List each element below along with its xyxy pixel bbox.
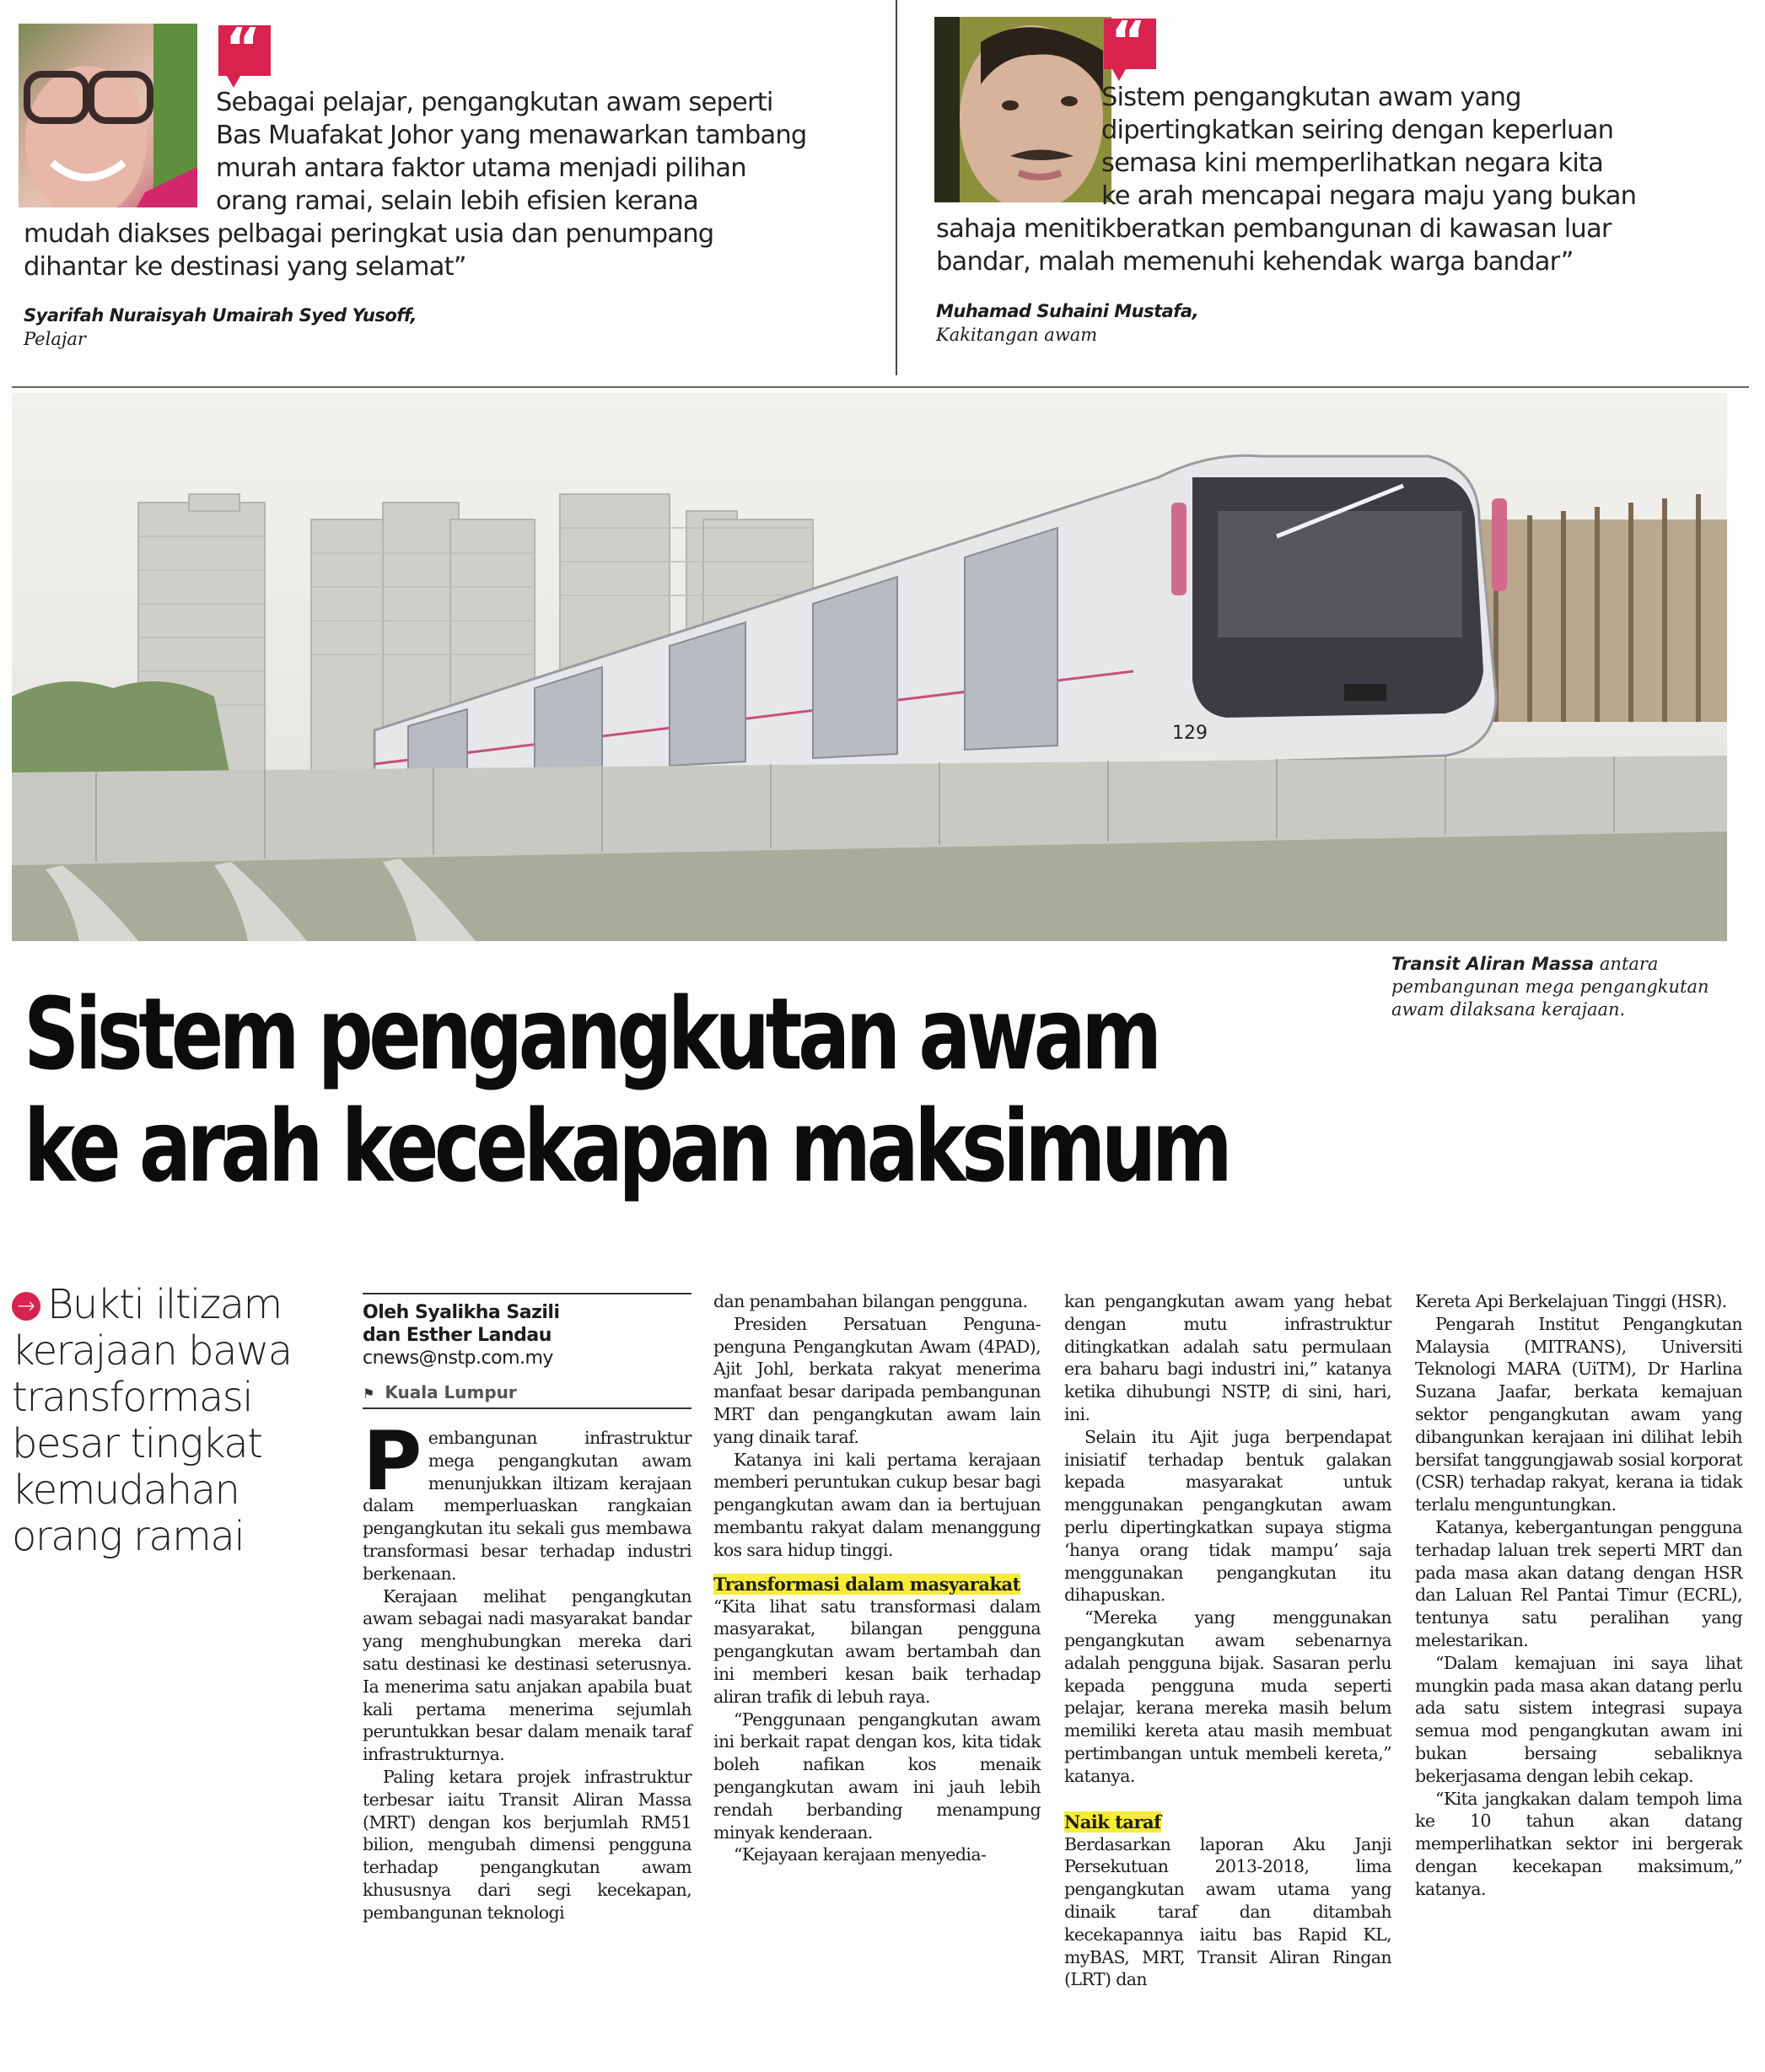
caption-bold-lead: Transit Aliran Massa — [1391, 954, 1595, 974]
headline-line-2: ke arah kecekapan maksimum — [24, 1088, 1229, 1204]
quote-text-civil-servant — [1101, 81, 1636, 213]
quote-line: ke arah mencapai negara maju yang bukan — [1101, 181, 1637, 211]
article-paragraph: “Dalam kemajuan ini saya lihat mungkin pada masa akan datang perlu ada satu sistem integrasi supaya semua mod pengangkutan awam ini bukan bersaing sebaliknya bekerjasama dengan lebih cekap. — [1415, 1652, 1742, 1786]
quote-line: dipertingkatkan seiring dengan keperluan — [1101, 116, 1614, 145]
article-paragraph: Katanya, kebergantungan pengguna terhadap laluan trek seperti MRT dan pada masa akan datang dengan HSR dan Laluan Rel Pantai Timur (ECRL), tentunya satu peralihan yang melestarikan. — [1415, 1516, 1742, 1650]
article-paragraph: “Mereka yang menggunakan pengangkutan awam sebenarnya adalah pengguna bijak. Sasaran perlu kepada pengguna muda seperti pelajar, kerana mereka masih belum memiliki kereta atau masih membuat pertimbangan untuk membeli kereta,” katanya. — [1064, 1607, 1391, 1786]
article-paragraph: “Penggunaan pengangkutan awam ini berkait rapat dengan kos, kita tidak boleh nafikan kos menaik pengangkutan awam ini jauh lebih rendah berbanding menampung minyak kenderaan. — [713, 1709, 1041, 1843]
article-paragraph: dan penambahan bilangan pengguna. — [713, 1291, 1028, 1311]
article-column-4 — [1415, 1290, 1742, 1901]
quote-mark-icon: “ — [218, 25, 271, 76]
quote-author-role: Pelajar — [24, 329, 86, 349]
quote-author-role: Kakitangan awam — [936, 325, 1098, 345]
portrait-photo-student — [19, 24, 197, 207]
divider-rule — [12, 386, 1749, 388]
quote-box-civil-servant — [896, 0, 1765, 375]
subheading-transformasi — [713, 1574, 1041, 1596]
quote-line: dihantar ke destinasi yang selamat” — [24, 252, 466, 282]
article-paragraph — [363, 1414, 691, 1585]
article-paragraph: Kereta Api Berkelajuan Tinggi (HSR). — [1415, 1291, 1727, 1311]
subheading-naik-taraf — [1064, 1811, 1391, 1833]
article-paragraph: “Kita lihat satu transformasi dalam masyarakat, bilangan pengguna pengangkutan awam bertambah dan ini memberi kesan baik terhadap aliran trafik di lebuh raya. — [713, 1596, 1041, 1707]
portrait-photo-civil-servant — [934, 17, 1111, 202]
quote-text-student — [216, 86, 806, 218]
quote-line: orang ramai, selain lebih efisien kerana — [216, 186, 698, 216]
subheading-text: Transformasi dalam masyarakat — [713, 1573, 1020, 1595]
quote-line: murah antara faktor utama menjadi pilihan — [216, 153, 746, 183]
dateline — [363, 1382, 691, 1409]
quote-mark-icon: “ — [1104, 19, 1156, 69]
photo-caption — [1391, 953, 1762, 1021]
headline-line-1: Sistem pengangkutan awam — [24, 976, 1158, 1092]
article-column-3 — [1064, 1290, 1391, 1991]
article-paragraph: “Kejayaan kerajaan menyedia- — [734, 1844, 987, 1865]
flag-icon: ⚑ — [363, 1386, 375, 1402]
quote-line: Sebagai pelajar, pengangkutan awam seperti — [216, 88, 773, 117]
article-column-2 — [713, 1290, 1041, 1866]
article-paragraph: Pengarah Institut Pengangkutan Malaysia (MITRANS), Universiti Teknologi MARA (UiTM), Dr Harlina Suzana Jaafar, berkata kemajuan sektor pengangkutan awam yang dibangunkan kerajaan ini dilihat lebih bersifat tanggungjawab sosial korporat (CSR) terhadap rakyat, kerana ia tidak terlalu menguntungkan. — [1415, 1313, 1742, 1515]
deck-summary — [12, 1282, 315, 1560]
quote-line: Bas Muafakat Johor yang menawarkan tambang — [216, 121, 807, 150]
quote-line: sahaja menitikberatkan pembangunan di kawasan luar — [936, 214, 1612, 244]
arrow-right-circle-icon: → — [12, 1292, 40, 1321]
quote-line: bandar, malah memenuhi kehendak warga bandar” — [936, 247, 1574, 277]
subheading-text: Naik taraf — [1064, 1811, 1161, 1833]
article-paragraph: Berdasarkan laporan Aku Janji Persekutuan 2013-2018, lima pengangkutan awam utama yang dinaik taraf dan ditambah kecekapannya iaitu bas Rapid KL, myBAS, MRT, Transit Aliran Ringan (LRT) dan — [1064, 1833, 1391, 1990]
byline-author-1: Oleh Syalikha Sazili — [363, 1302, 560, 1323]
quote-text-civil-servant-cont — [936, 213, 1612, 278]
article-paragraph: Kerajaan melihat pengangkutan awam sebagai nadi masyarakat bandar yang menghubungkan mereka dari satu destinasi ke destinasi seterusnya. Ia menerima satu anjakan apabila buat kali pertama menerima sejumlah peruntukkan besar dalam menaik taraf infrastrukturnya. — [363, 1585, 691, 1765]
article-paragraph: Selain itu Ajit juga berpendapat inisiatif terhadap bentuk galakan kepada masyarakat untuk menggunakan pengangkutan awam perlu dipertingkatkan supaya stigma ‘hanya orang tidak mampu’ saja menggunakan pengangkutan itu dihapuskan. — [1064, 1426, 1391, 1606]
mrt-train-photo — [12, 393, 1727, 941]
article-paragraph: Paling ketara projek infrastruktur terbesar iaitu Transit Aliran Massa (MRT) dengan kos berjumlah RM51 bilion, mengubah dimensi pengguna terhadap pengangkutan awam khususnya dari segi kecekapan, pembangunan teknologi — [363, 1766, 691, 1923]
quote-box-student — [0, 0, 894, 375]
article-column-1 — [363, 1414, 691, 1924]
article-paragraph: Presiden Persatuan Penguna-penguna Pengangkutan Awam (4PAD), Ajit Johl, berkata rakyat menerima manfaat besar daripada pembangunan MRT dan pengangkutan awam lain yang dinaik taraf. — [713, 1313, 1041, 1447]
quote-line: semasa kini memperlihatkan negara kita — [1101, 148, 1604, 178]
quote-text-student-cont — [24, 218, 713, 283]
article-paragraph: Katanya ini kali pertama kerajaan memberi peruntukan cukup besar bagi pengangkutan awam dan ia bertujuan membantu rakyat dalam menanggung kos sara hidup tinggi. — [713, 1449, 1041, 1560]
byline-email: cnews@nstp.com.my — [363, 1348, 553, 1369]
quote-author-name: Muhamad Suhaini Mustafa, — [936, 301, 1199, 321]
headline — [24, 978, 1228, 1203]
quote-author-name: Syarifah Nuraisyah Umairah Syed Yusoff, — [24, 305, 417, 326]
quote-line: Sistem pengangkutan awam yang — [1101, 83, 1521, 112]
quote-line: mudah diakses pelbagai peringkat usia dan penumpang — [24, 219, 714, 249]
article-paragraph: kan pengangkutan awam yang hebat dengan mutu infrastruktur ditingkatkan adalah satu permulaan era baharu bagi industri ini,” katanya ketika dihubungi NSTP, di sini, hari, ini. — [1064, 1291, 1391, 1424]
byline — [363, 1293, 691, 1409]
dateline-location: Kuala Lumpur — [385, 1382, 517, 1402]
train-number: 129 — [1172, 723, 1208, 744]
deck-text: Bukti iltizam kerajaan bawa transformasi besar tingkat kemudahan orang ramai — [12, 1281, 292, 1560]
paragraph-text: embangunan infrastruktur mega pengangkutan awam menunjukkan iltizam kerajaan dalam memperluaskan rangkaian pengangkutan itu sekali gus membawa transformasi besar terhadap industri berkenaan. — [363, 1428, 691, 1584]
caption-text: antara pembangunan mega pengangkutan awam dilaksana kerajaan. — [1391, 954, 1709, 1020]
article-paragraph: “Kita jangkakan dalam tempoh lima ke 10 tahun akan datang memperlihatkan sektor ini bergerak dengan kecekapan maksimum,” katanya. — [1415, 1788, 1742, 1899]
byline-author-2: dan Esther Landau — [363, 1325, 552, 1346]
drop-cap: P — [363, 1414, 422, 1509]
